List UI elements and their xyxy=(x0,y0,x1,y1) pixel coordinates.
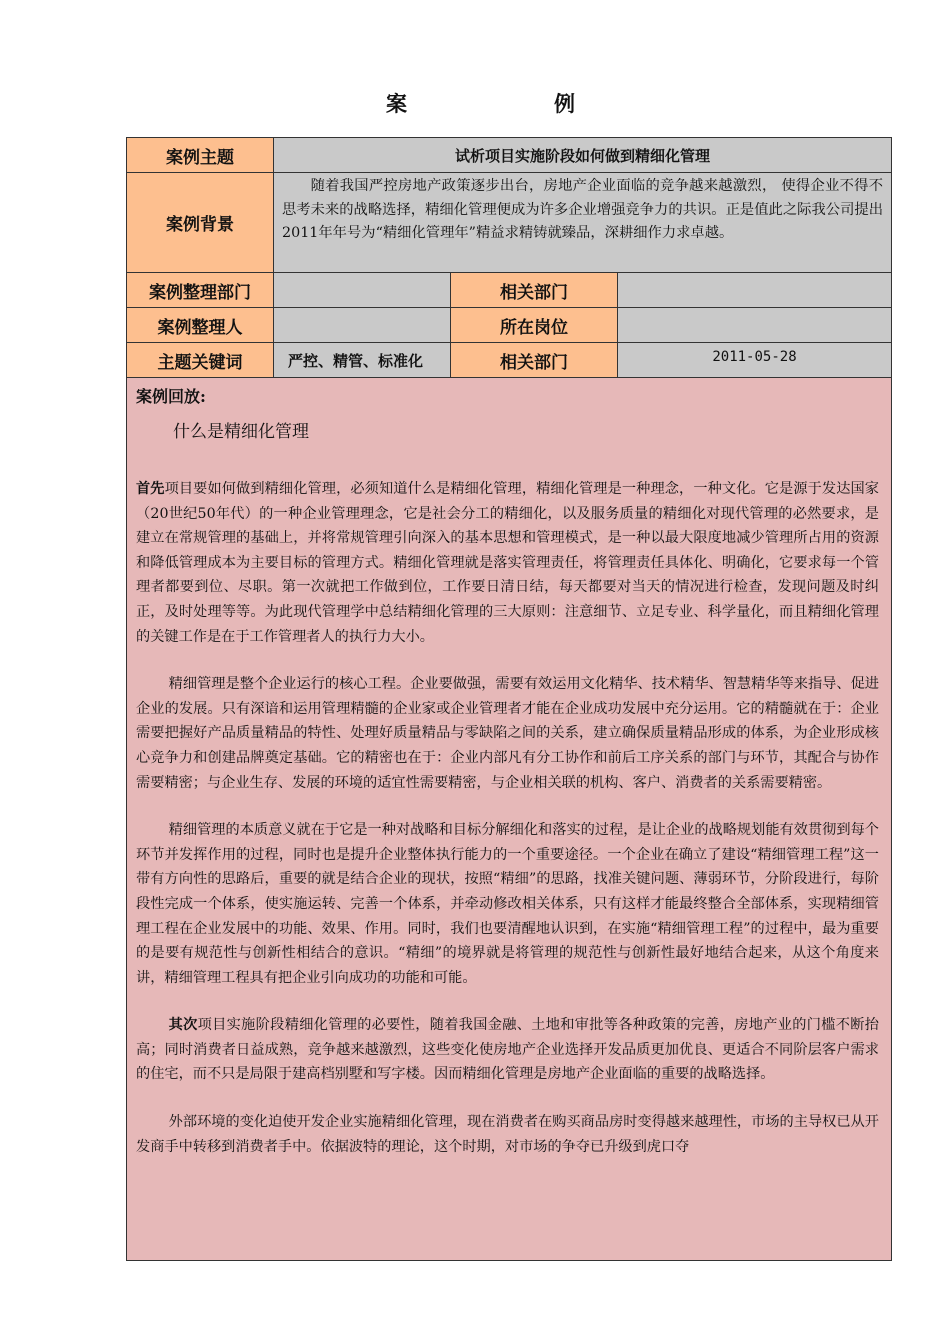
keywords-value: 严控、精管、标准化 xyxy=(274,343,451,377)
dept-row xyxy=(127,273,891,308)
organizer-label: 案例整理人 xyxy=(127,308,274,342)
date-value: 2011-05-28 xyxy=(618,343,891,377)
paragraph-3: 精细管理的本质意义就在于它是一种对战略和目标分解细化和落实的过程，是让企业的战略规划能有效贯彻到每个环节并发挥作用的过程，同时也是提升企业整体执行能力的一个重要途径。一个企业在确立了建设“精细管理工程”这一带有方向性的思路后，重要的就是结合企业的现状，按照“精细”的思路，找准关键问题、薄弱环节，分阶段进行，每阶段性完成一个体系，使实施运转、完善一个体系，并牵动修改相关体系，只有这样才能最终整合全部体系，实现精细管理工程在企业发展中的功能、效果、作用。同时，我们也要清醒地认识到，在实施“精细管理工程”的过程中，最为重要的是要有规范性与创新性相结合的意识。“精细”的境界就是将管理的规范性与创新性最好地结合起来，从这个角度来讲，精细管理工程具有把企业引向成功的功能和可能。 xyxy=(136,822,879,986)
related-dept-label-2: 相关部门 xyxy=(451,343,618,377)
dept-label: 案例整理部门 xyxy=(127,273,274,307)
subject-row xyxy=(127,138,891,173)
paragraph-4-text: 项目实施阶段精细化管理的必要性，随着我国金融、土地和审批等各种政策的完善，房地产业的门槛不断抬高；同时消费者日益成熟，竞争越来越激烈，这些变化使房地产企业选择开发品质更加优良、更适合不同阶层客户需求的住宅，而不只是局限于建高档别墅和写字楼。因而精细化管理是房地产企业面临的重要的战略选择。 xyxy=(136,1017,879,1083)
paragraph-1 xyxy=(136,477,879,649)
paragraph-1-text: 项目要如何做到精细化管理，必须知道什么是精细化管理，精细化管理是一种理念，一种文化。它是源于发达国家（20世纪50年代）的一种企业管理理念，它是社会分工的精细化，以及服务质量的精细化对现代管理的必然要求，是建立在常规管理的基础上，并将常规管理引向深入的基本思想和管理模式，是一种以最大限度地减少管理所占用的资源和降低管理成本为主要目标的管理方式。精细化管理就是落实管理责任，将管理责任具体化、明确化，它要求每一个管理者都要到位、尽职。第一次就把工作做到位，工作要日清日结，每天都要对当天的情况进行检查，发现问题及时纠正，及时处理等等。为此现代管理学中总结精细化管理的三大原则：注意细节、立足专业、科学量化，而且精细化管理的关键工作是在于工作管理者人的执行力大小。 xyxy=(136,481,879,645)
subject-value: 试析项目实施阶段如何做到精细化管理 xyxy=(274,138,891,172)
review-subtitle: 什么是精细化管理 xyxy=(173,422,309,442)
background-row xyxy=(127,173,891,273)
review-section xyxy=(127,378,891,1260)
related-dept-value xyxy=(618,273,891,307)
position-value xyxy=(618,308,891,342)
title-char-1: 案 xyxy=(386,91,409,116)
paragraph-1-lead: 首先 xyxy=(136,481,165,497)
dept-value xyxy=(274,273,451,307)
case-table xyxy=(126,137,892,1261)
title-char-2: 例 xyxy=(554,91,577,116)
keywords-row xyxy=(127,343,891,378)
subject-label: 案例主题 xyxy=(127,138,274,172)
organizer-value xyxy=(274,308,451,342)
background-text: 随着我国严控房地产政策逐步出台，房地产企业面临的竞争越来越激烈， 使得企业不得不思考未来的战略选择，精细化管理便成为许多企业增强竞争力的共识。正是值此之际我公司提出2011年年号为“精细化管理年”精益求精铸就臻品，深耕细作力求卓越。 xyxy=(274,173,891,272)
organizer-row xyxy=(127,308,891,343)
paragraph-4-lead: 其次 xyxy=(168,1017,198,1034)
paragraph-5: 外部环境的变化迫使开发企业实施精细化管理，现在消费者在购买商品房时变得越来越理性，市场的主导权已从开发商手中转移到消费者手中。依据波特的理论，这个时期，对市场的争夺已升级到虎口夺 xyxy=(136,1114,879,1155)
document-title xyxy=(0,88,950,118)
paragraph-4 xyxy=(136,1013,879,1087)
background-label: 案例背景 xyxy=(127,173,274,272)
related-dept-label: 相关部门 xyxy=(451,273,618,307)
review-label: 案例回放: xyxy=(136,387,206,406)
position-label: 所在岗位 xyxy=(451,308,618,342)
keywords-label: 主题关键词 xyxy=(127,343,274,377)
paragraph-2: 精细管理是整个企业运行的核心工程。企业要做强，需要有效运用文化精华、技术精华、智慧精华等来指导、促进企业的发展。只有深谙和运用管理精髓的企业家或企业管理者才能在企业成功发展中充分运用。它的精髓就在于：企业需要把握好产品质量精品的特性、处理好质量精品与零缺陷之间的关系，建立确保质量精品形成的体系，为企业形成核心竞争力和创建品牌奠定基础。它的精密也在于：企业内部凡有分工协作和前后工序关系的部门与环节，其配合与协作需要精密；与企业生存、发展的环境的适宜性需要精密，与企业相关联的机构、客户、消费者的关系需要精密。 xyxy=(136,676,879,791)
